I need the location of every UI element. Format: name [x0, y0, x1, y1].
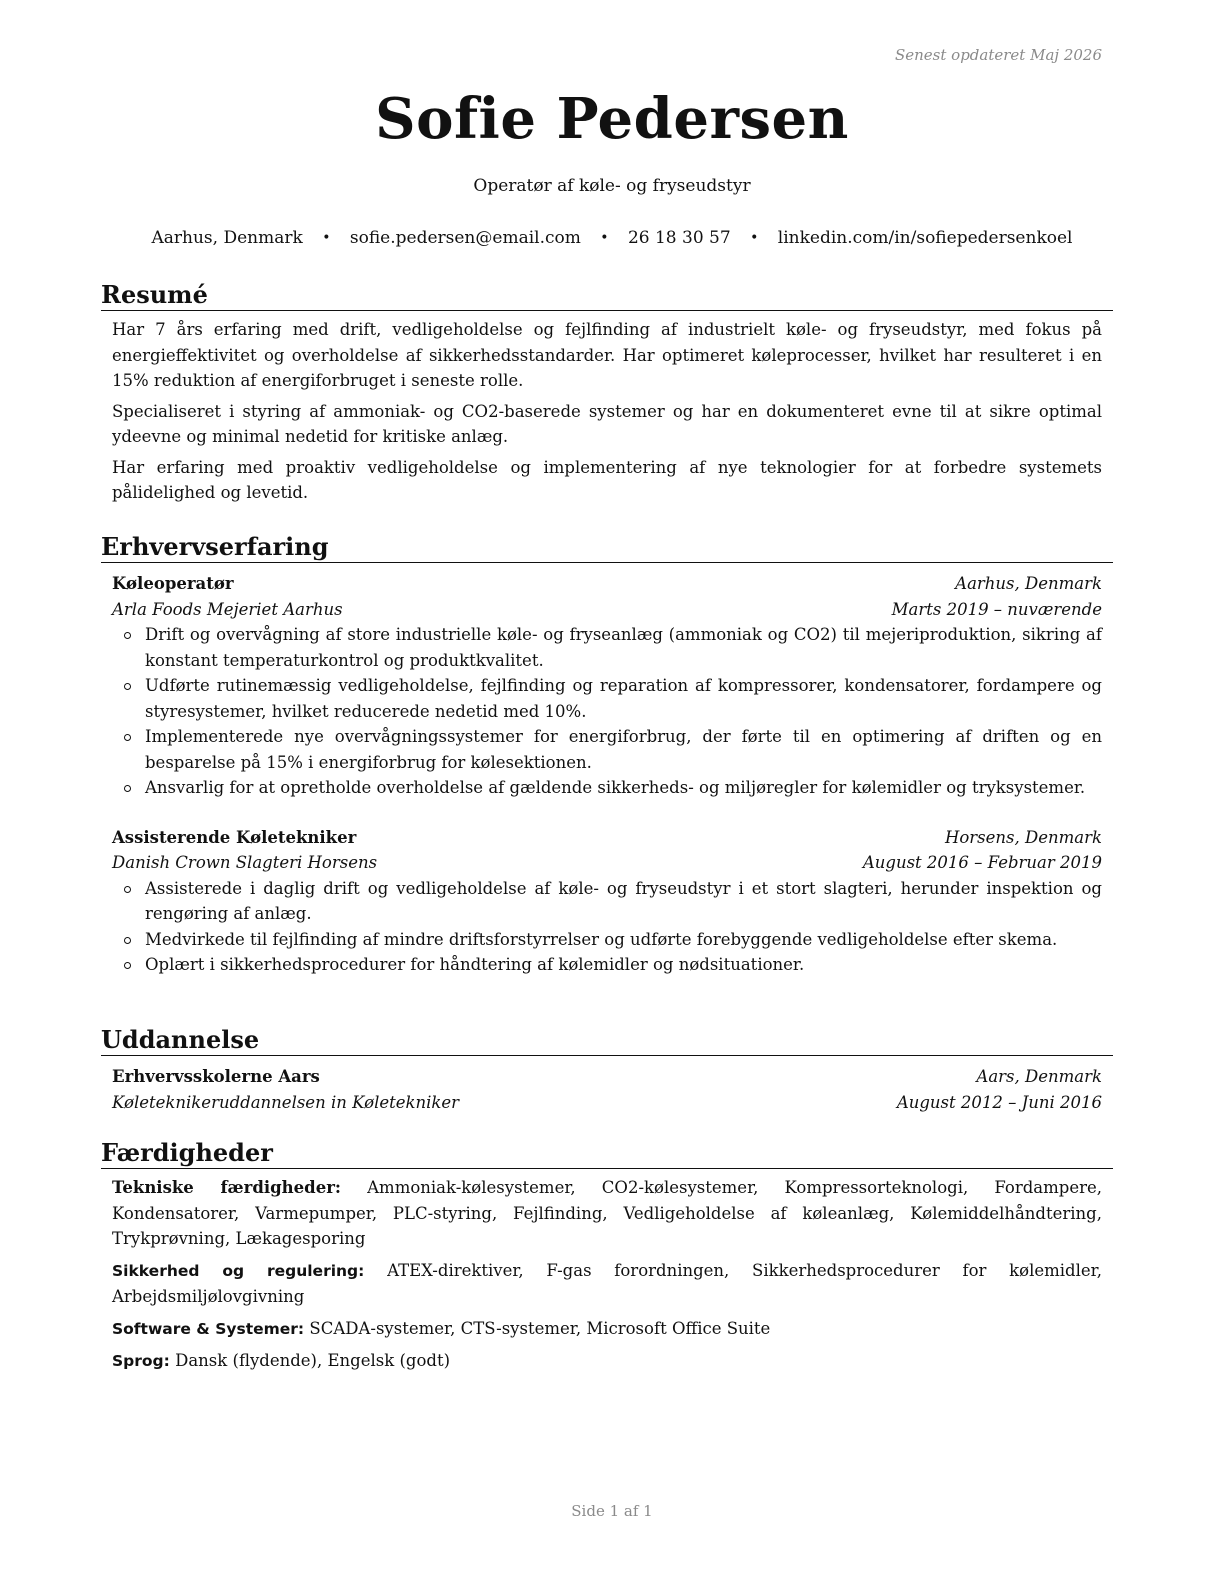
skill-text: Ammoniak-kølesystemer, CO2-kølesystemer, Kompressorteknologi, Fordampere, Kondensatorer, Varmepumper, PLC-styring, Fejlfinding, Vedligeholdelse af køleanlæg, Kølemiddelhåndtering, Trykprøvning, Lækagesporing [112, 1178, 1102, 1248]
skill-group [112, 1175, 1102, 1252]
circle-bullet-icon [124, 683, 131, 690]
last-updated: Senest opdateret Maj 2026 [894, 46, 1102, 64]
section-title: Færdigheder [101, 1138, 1113, 1169]
contact-line [0, 228, 1224, 248]
section-title: Erhvervserfaring [101, 532, 1113, 563]
page-number: Side 1 af 1 [571, 1502, 653, 1520]
summary-section [101, 280, 1113, 506]
job-company: Danish Crown Slagteri Horsens [112, 853, 378, 872]
skill-group [112, 1316, 1102, 1343]
skill-label: Sprog: [112, 1352, 170, 1370]
list-item: Drift og overvågning af store industrielle køle- og fryseanlæg (ammoniak og CO2) til mejeriproduktion, sikring af konstant temperaturkontrol og produktkvalitet. [112, 622, 1102, 673]
job-dates: Marts 2019 – nuværende [891, 599, 1102, 619]
experience-section [101, 532, 1113, 978]
job-role: Assisterende Køletekniker [112, 827, 357, 847]
skill-label: Sikkerhed og regulering: [112, 1261, 365, 1280]
skill-group [112, 1258, 1102, 1310]
circle-bullet-icon [124, 785, 131, 792]
school-location: Aars, Denmark [976, 1067, 1102, 1086]
circle-bullet-icon [124, 886, 131, 893]
skill-text: ATEX-direktiver, F-gas forordningen, Sikkerhedsprocedurer for kølemidler, Arbejdsmiljølovgivning [112, 1260, 1102, 1306]
skill-text: SCADA-systemer, CTS-systemer, Microsoft Office Suite [309, 1318, 771, 1338]
skill-group [112, 1348, 1102, 1375]
summary-paragraph: Har 7 års erfaring med drift, vedligeholdelse og fejlfinding af industrielt køle- og fryseudstyr, med fokus på energieffektivitet og overholdelse af sikkerhedsstandarder. Har optimeret køleprocesser, hvilket har resulteret i en 15% reduktion af energiforbruget i seneste rolle. [112, 320, 1102, 390]
section-title: Uddannelse [101, 1025, 1113, 1056]
circle-bullet-icon [124, 937, 131, 944]
contact-location: Aarhus, Denmark [151, 228, 303, 248]
job-dates: August 2016 – Februar 2019 [862, 853, 1102, 872]
contact-phone[interactable]: 26 18 30 57 [627, 228, 731, 248]
candidate-name: Sofie Pedersen [375, 86, 849, 152]
education-program: Køleteknikeruddannelsen in Køletekniker [112, 1092, 460, 1112]
job-location: Horsens, Denmark [944, 827, 1102, 847]
summary-paragraph: Har erfaring med proaktiv vedligeholdelse og implementering af nye teknologier for at forbedre systemets pålidelighed og levetid. [112, 457, 1102, 502]
education-section [101, 1025, 1113, 1115]
job-entry [112, 571, 1102, 801]
school-name: Erhvervsskolerne Aars [112, 1067, 320, 1086]
section-title: Resumé [101, 280, 1113, 311]
list-item: Ansvarlig for at opretholde overholdelse af gældende sikkerheds- og miljøregler for kølemidler og tryksystemer. [112, 775, 1102, 801]
list-item: Medvirkede til fejlfinding af mindre driftsforstyrrelser og udførte forebyggende vedligeholdelse efter skema. [112, 927, 1102, 953]
education-entry [112, 1064, 1102, 1115]
bullet-separator: • [750, 230, 759, 246]
list-item: Udførte rutinemæssig vedligeholdelse, fejlfinding og reparation af kompressorer, kondensatorer, fordampere og styresystemer, hvilket reducerede nedetid med 10%. [112, 673, 1102, 724]
circle-bullet-icon [124, 962, 131, 969]
bullet-separator: • [600, 230, 609, 246]
candidate-title: Operatør af køle- og fryseudstyr [473, 176, 751, 196]
circle-bullet-icon [124, 632, 131, 639]
education-dates: August 2012 – Juni 2016 [896, 1092, 1102, 1112]
contact-linkedin[interactable]: linkedin.com/in/sofiepedersenkoel [777, 228, 1073, 248]
contact-email[interactable]: sofie.pedersen@email.com [349, 228, 581, 248]
list-item: Oplært i sikkerhedsprocedurer for håndtering af kølemidler og nødsituationer. [112, 952, 1102, 978]
skill-label: Tekniske færdigheder: [112, 1178, 341, 1197]
skill-label: Software & Systemer: [112, 1319, 305, 1338]
job-entry [112, 825, 1102, 978]
list-item: Implementerede nye overvågningssystemer for energiforbrug, der førte til en optimering af driften og en besparelse på 15% i energiforbrug for kølesektionen. [112, 724, 1102, 775]
skills-section [101, 1138, 1113, 1375]
job-company: Arla Foods Mejeriet Aarhus [112, 599, 343, 619]
summary-paragraph: Specialiseret i styring af ammoniak- og CO2-baserede systemer og har en dokumenteret evne til at sikre optimal ydeevne og minimal nedetid for kritiske anlæg. [112, 401, 1102, 446]
skill-text: Dansk (flydende), Engelsk (godt) [175, 1351, 451, 1370]
list-item: Assisterede i daglig drift og vedligeholdelse af køle- og fryseudstyr i et stort slagteri, herunder inspektion og rengøring af anlæg. [112, 876, 1102, 927]
job-location: Aarhus, Denmark [955, 574, 1102, 593]
circle-bullet-icon [124, 734, 131, 741]
bullet-separator: • [322, 230, 331, 246]
job-role: Køleoperatør [112, 574, 234, 593]
